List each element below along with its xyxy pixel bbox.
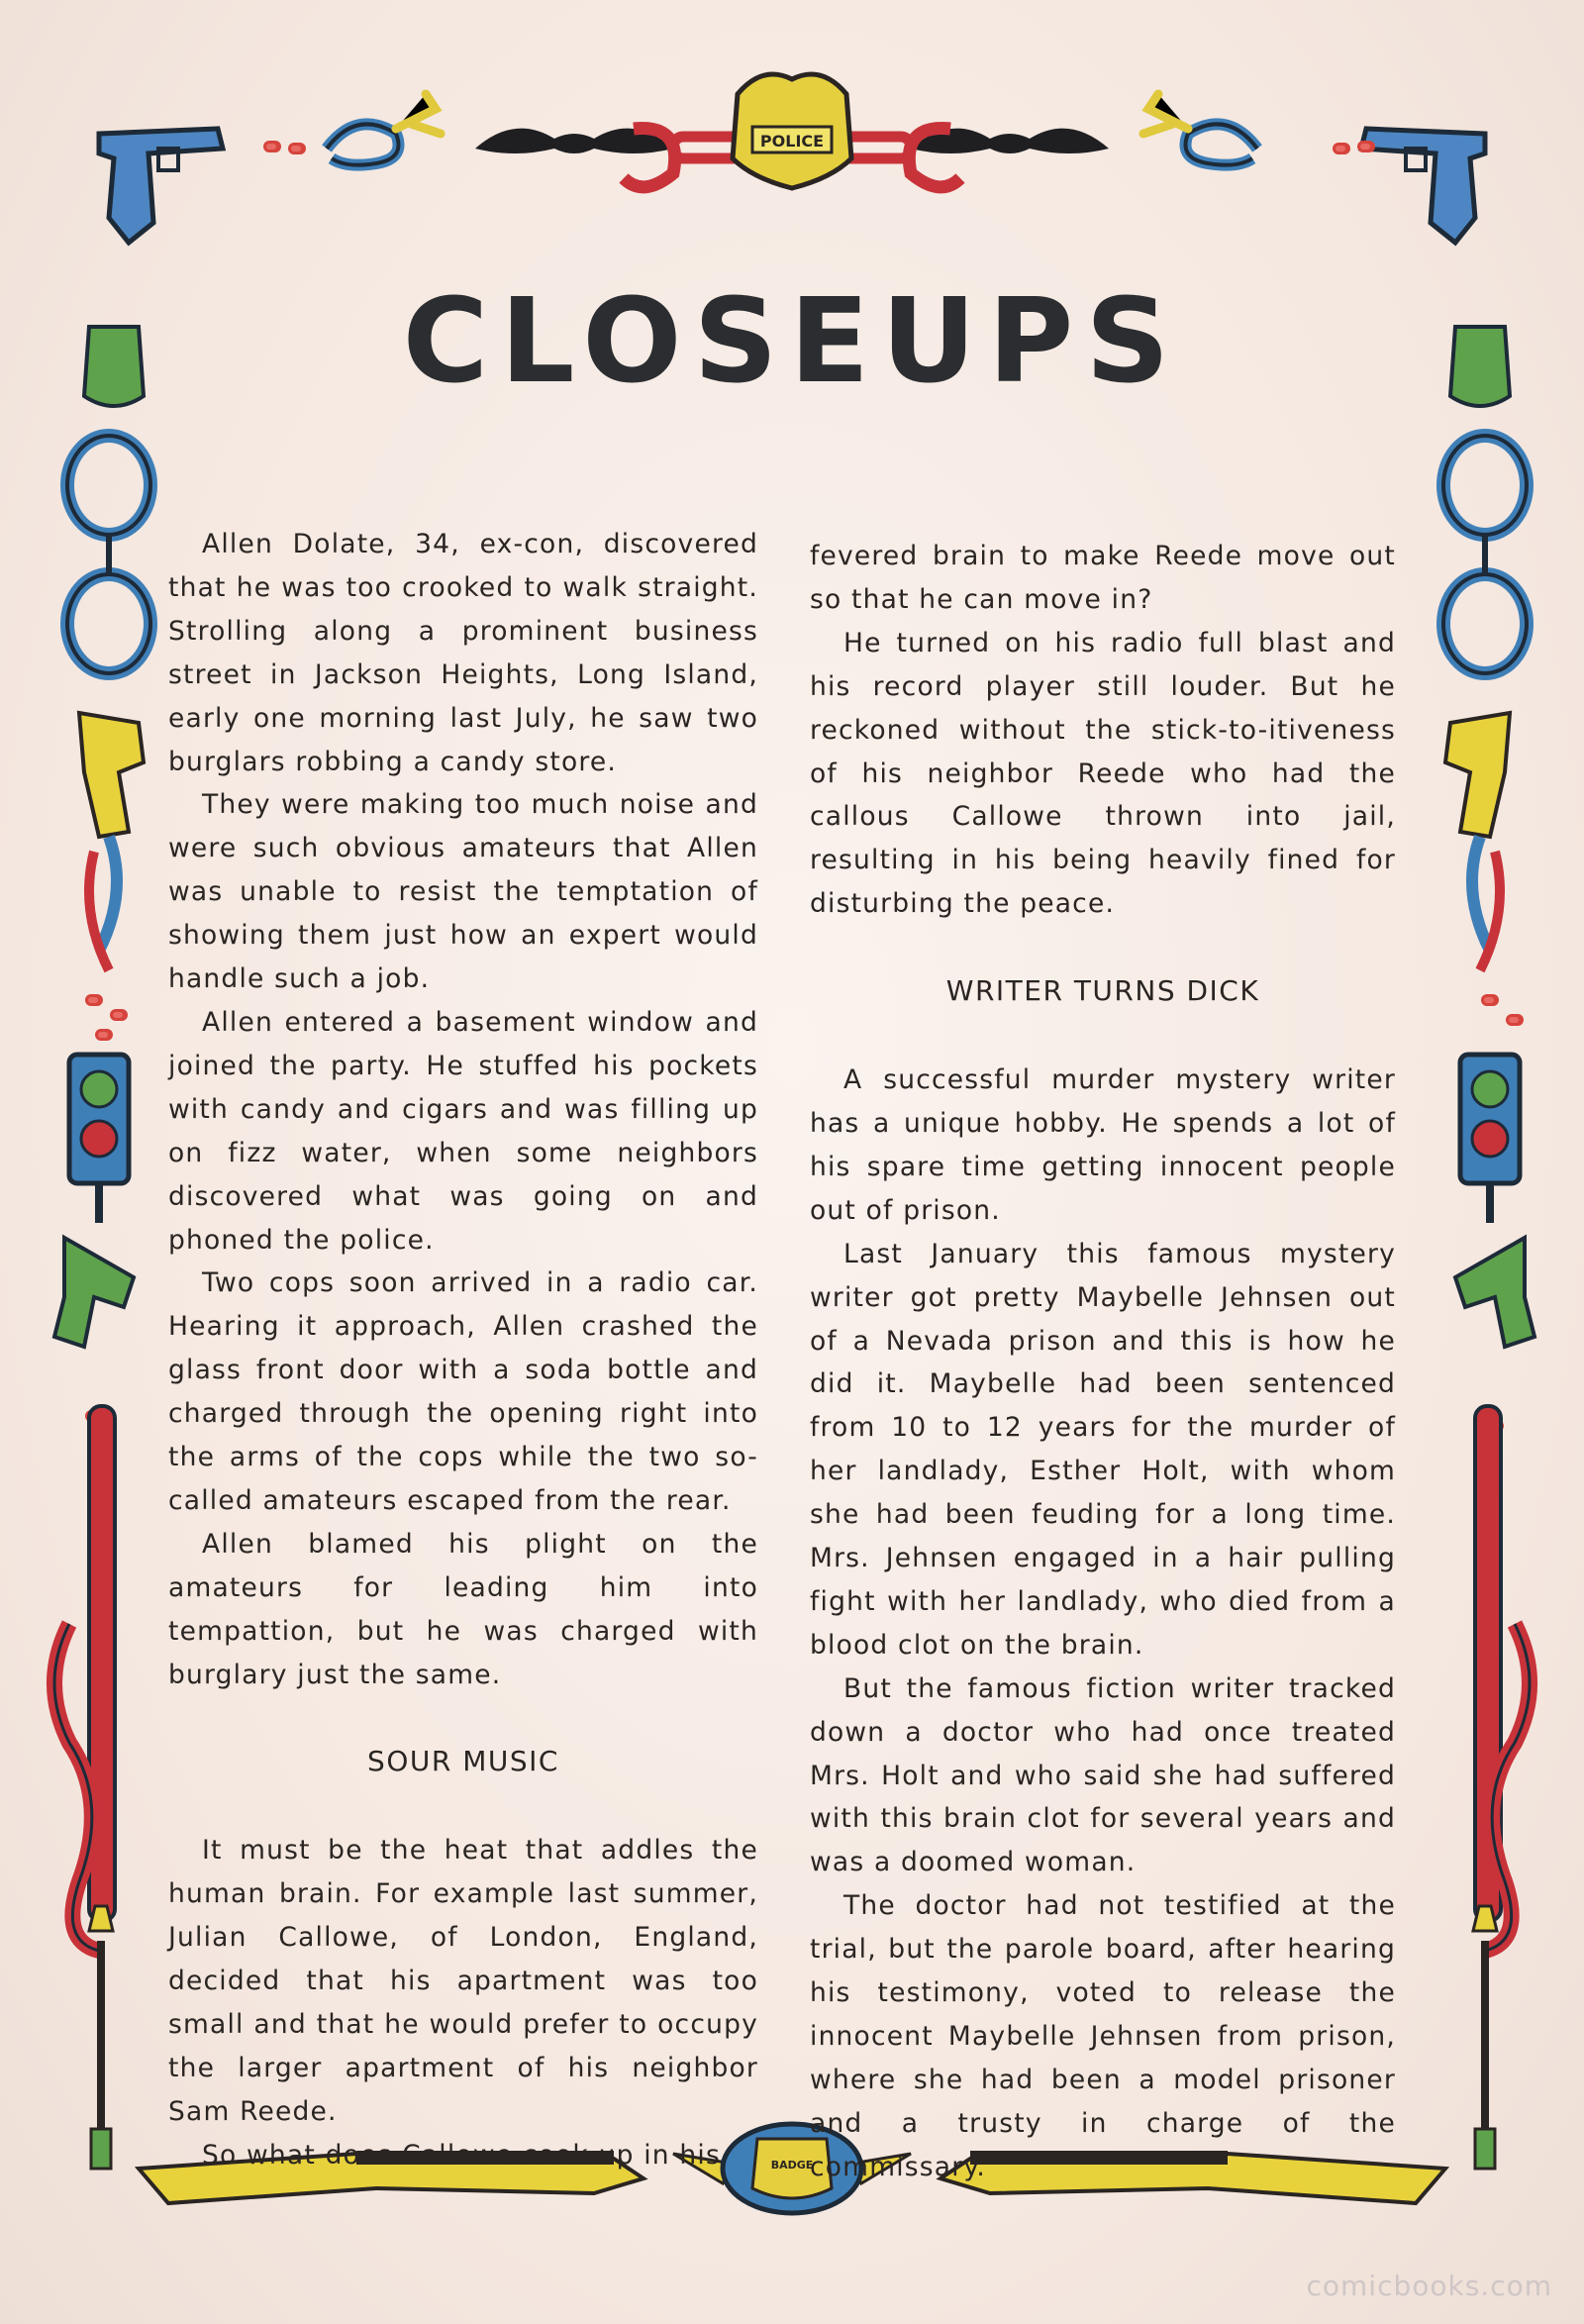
bullet-icon (1481, 994, 1524, 1026)
section-heading: WRITER TURNS DICK (945, 974, 1260, 1008)
paragraph: They were making too much noise and were such obvious amateurs that Allen was unable to resist the temptation of showing them just how an expert would handle such a job. (168, 789, 758, 995)
article-column-right (810, 535, 1396, 2189)
paragraph: Allen Dolate, 34, ex-con, discovered that he was too crooked to walk straight. Strolling along a prominent business street in Jackson Heights, Long Island, early one morning last July, he saw two burglars robbing a candy store. (168, 529, 758, 777)
paragraph: fevered brain to make Reede move out so that he can move in? (810, 541, 1396, 615)
handcuffs-icon (67, 436, 150, 673)
paragraph: Allen entered a basement window and joined the party. He stuffed his pockets with candy and cigars and was filling up on fizz water, when some neighbors discovered what was going on and phoned the police. (168, 1006, 758, 1256)
bullet-icon (85, 994, 128, 1041)
revolver-icon (79, 713, 144, 970)
paragraph: So what does Callowe cook up in his (202, 2139, 721, 2171)
revolver-icon (54, 1238, 134, 1347)
paragraph: The doctor had not testified at the trial, but the parole board, after hearing his testimony, voted to release the innocent Maybelle Jehnsen from prison, where she had been a model prisoner and a trusty in charge of the commissary. (810, 1890, 1396, 2182)
revolver-icon (1445, 713, 1510, 970)
section-heading: SOUR MUSIC (367, 1745, 559, 1778)
traffic-light-icon (1460, 1055, 1520, 1223)
nightstick-icon (54, 1406, 115, 1951)
paragraph: Last January this famous mystery writer got pretty Maybelle Jehnsen out of a Nevada prison and this is how he did it. Maybelle had been sentenced from 10 to 12 years for the murder of her landlady, Esther Holt, with whom she had been feuding for a long time. Mrs. Jehnsen engaged in a hair pulling fight with her landlady, who died from a blood clot on the brain. (810, 1238, 1396, 1661)
traffic-light-icon (69, 1055, 129, 1223)
article-column-left (168, 523, 758, 2177)
paragraph: Two cops soon arrived in a radio car. Hearing it approach, Allen crashed the glass front door with a soda bottle and charged through the opening right into the arms of the cops while the two so-called amateurs escaped from the rear. (168, 1267, 758, 1516)
paragraph: He turned on his radio full blast and his record player still louder. But he reckoned without the stick-to-itiveness of his neighbor Reede who had the callous Callowe thrown into jail, resulting in his being heavily fined for disturbing the peace. (810, 627, 1396, 920)
page-title: CLOSEUPS (402, 272, 1182, 409)
paragraph: It must be the heat that addles the human brain. For example last summer, Julian Callowe, of London, England, decided that his apartment was too small and that he would prefer to occupy the larger apartment of his neighbor Sam Reede. (168, 1835, 758, 2127)
police-badge-icon (733, 74, 851, 188)
revolver-icon (1455, 1238, 1534, 1347)
pistol-icon (99, 129, 223, 243)
paragraph: But the famous fiction writer tracked down a doctor who had once treated Mrs. Holt and who said she had suffered with this brain clot for several years and was a doomed woman. (810, 1672, 1396, 1878)
pistol-icon (1361, 129, 1485, 243)
paragraph: A successful murder mystery writer has a unique hobby. He spends a lot of his spare time getting innocent people out of prison. (810, 1064, 1396, 1226)
handcuffs-icon (1443, 436, 1527, 673)
svg-text:BADGE: BADGE (770, 2159, 814, 2172)
paragraph: Allen blamed his plight on the amateurs for leading him into tempattion, but he was charged with burglary just the same. (168, 1528, 758, 1690)
watermark: comicbooks.com (1306, 2270, 1552, 2302)
nightstick-icon (1475, 1406, 1530, 1951)
svg-text:POLICE: POLICE (759, 132, 825, 151)
